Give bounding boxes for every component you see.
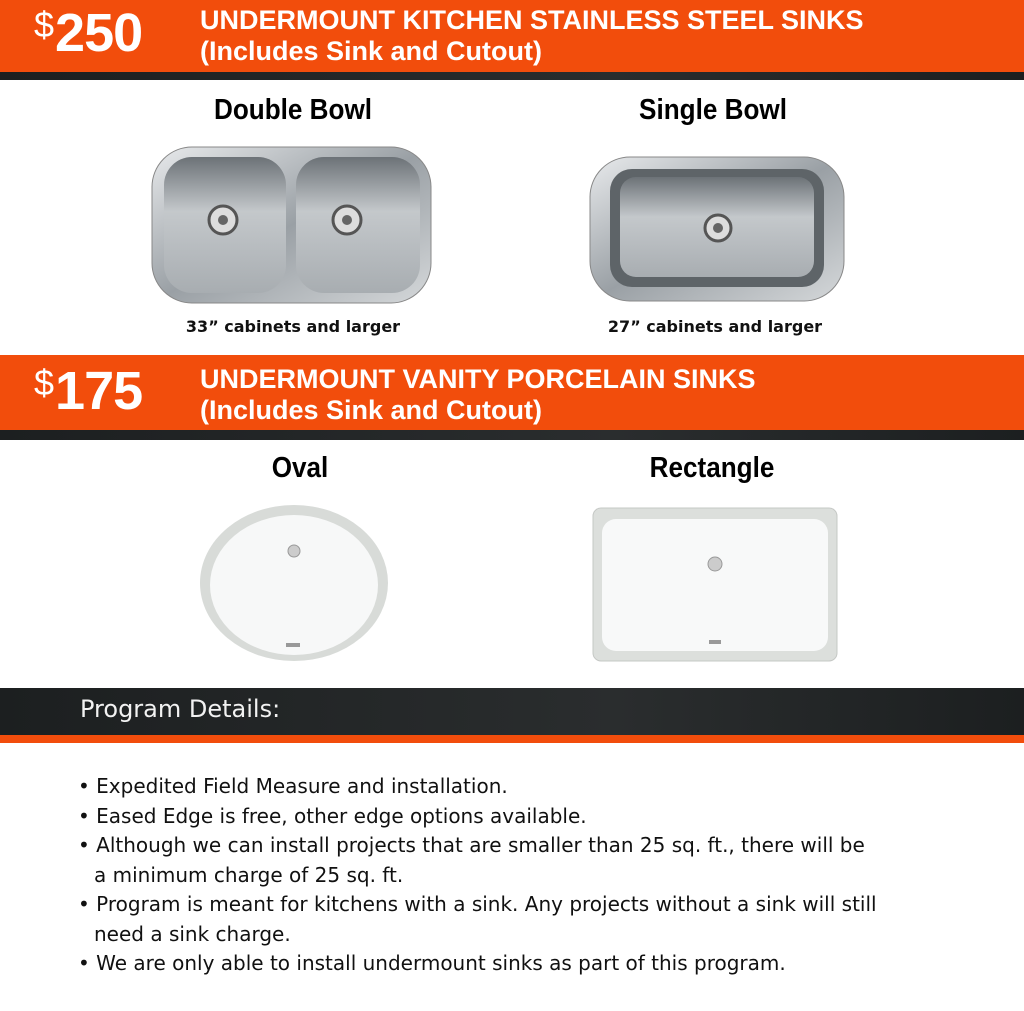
program-details-list (78, 772, 898, 979)
subtitle: (Includes Sink and Cutout) (200, 36, 542, 66)
price-value: 175 (55, 361, 143, 421)
vanity-title (200, 364, 756, 426)
double-bowl-caption: 33” cabinets and larger (185, 317, 401, 336)
kitchen-title (200, 5, 864, 67)
divider (0, 430, 1024, 440)
price-value: 250 (55, 3, 143, 63)
oval-sink-image (198, 503, 390, 663)
single-bowl-sink-image (588, 155, 846, 303)
rectangle-sink-image (592, 507, 838, 662)
single-bowl-caption: 27” cabinets and larger (607, 317, 823, 336)
accent-stripe (0, 735, 1024, 743)
vanity-price (34, 360, 142, 422)
kitchen-price (34, 2, 142, 64)
dollar-sign: $ (34, 362, 54, 403)
single-bowl-label: Single Bowl (639, 94, 787, 126)
list-item: • Although we can install projects that are smaller than 25 sq. ft., there will be a minimum charge of 25 sq. ft. (78, 831, 878, 890)
rectangle-label: Rectangle (649, 452, 775, 484)
list-item: • Expedited Field Measure and installation. (78, 772, 898, 802)
vanity-price-banner (0, 355, 1024, 430)
list-item: • Eased Edge is free, other edge options available. (78, 802, 898, 832)
title: UNDERMOUNT KITCHEN STAINLESS STEEL SINKS (200, 5, 864, 35)
kitchen-price-banner (0, 0, 1024, 72)
list-item: • Program is meant for kitchens with a sink. Any projects without a sink will still need a sink charge. (78, 890, 888, 949)
divider (0, 72, 1024, 80)
double-bowl-sink-image (150, 145, 433, 305)
title: UNDERMOUNT VANITY PORCELAIN SINKS (200, 364, 756, 394)
oval-label: Oval (271, 452, 329, 484)
double-bowl-label: Double Bowl (213, 94, 373, 126)
subtitle: (Includes Sink and Cutout) (200, 395, 542, 425)
program-details-heading: Program Details: (80, 695, 281, 723)
dollar-sign: $ (34, 4, 54, 45)
list-item: • We are only able to install undermount sinks as part of this program. (78, 949, 898, 979)
